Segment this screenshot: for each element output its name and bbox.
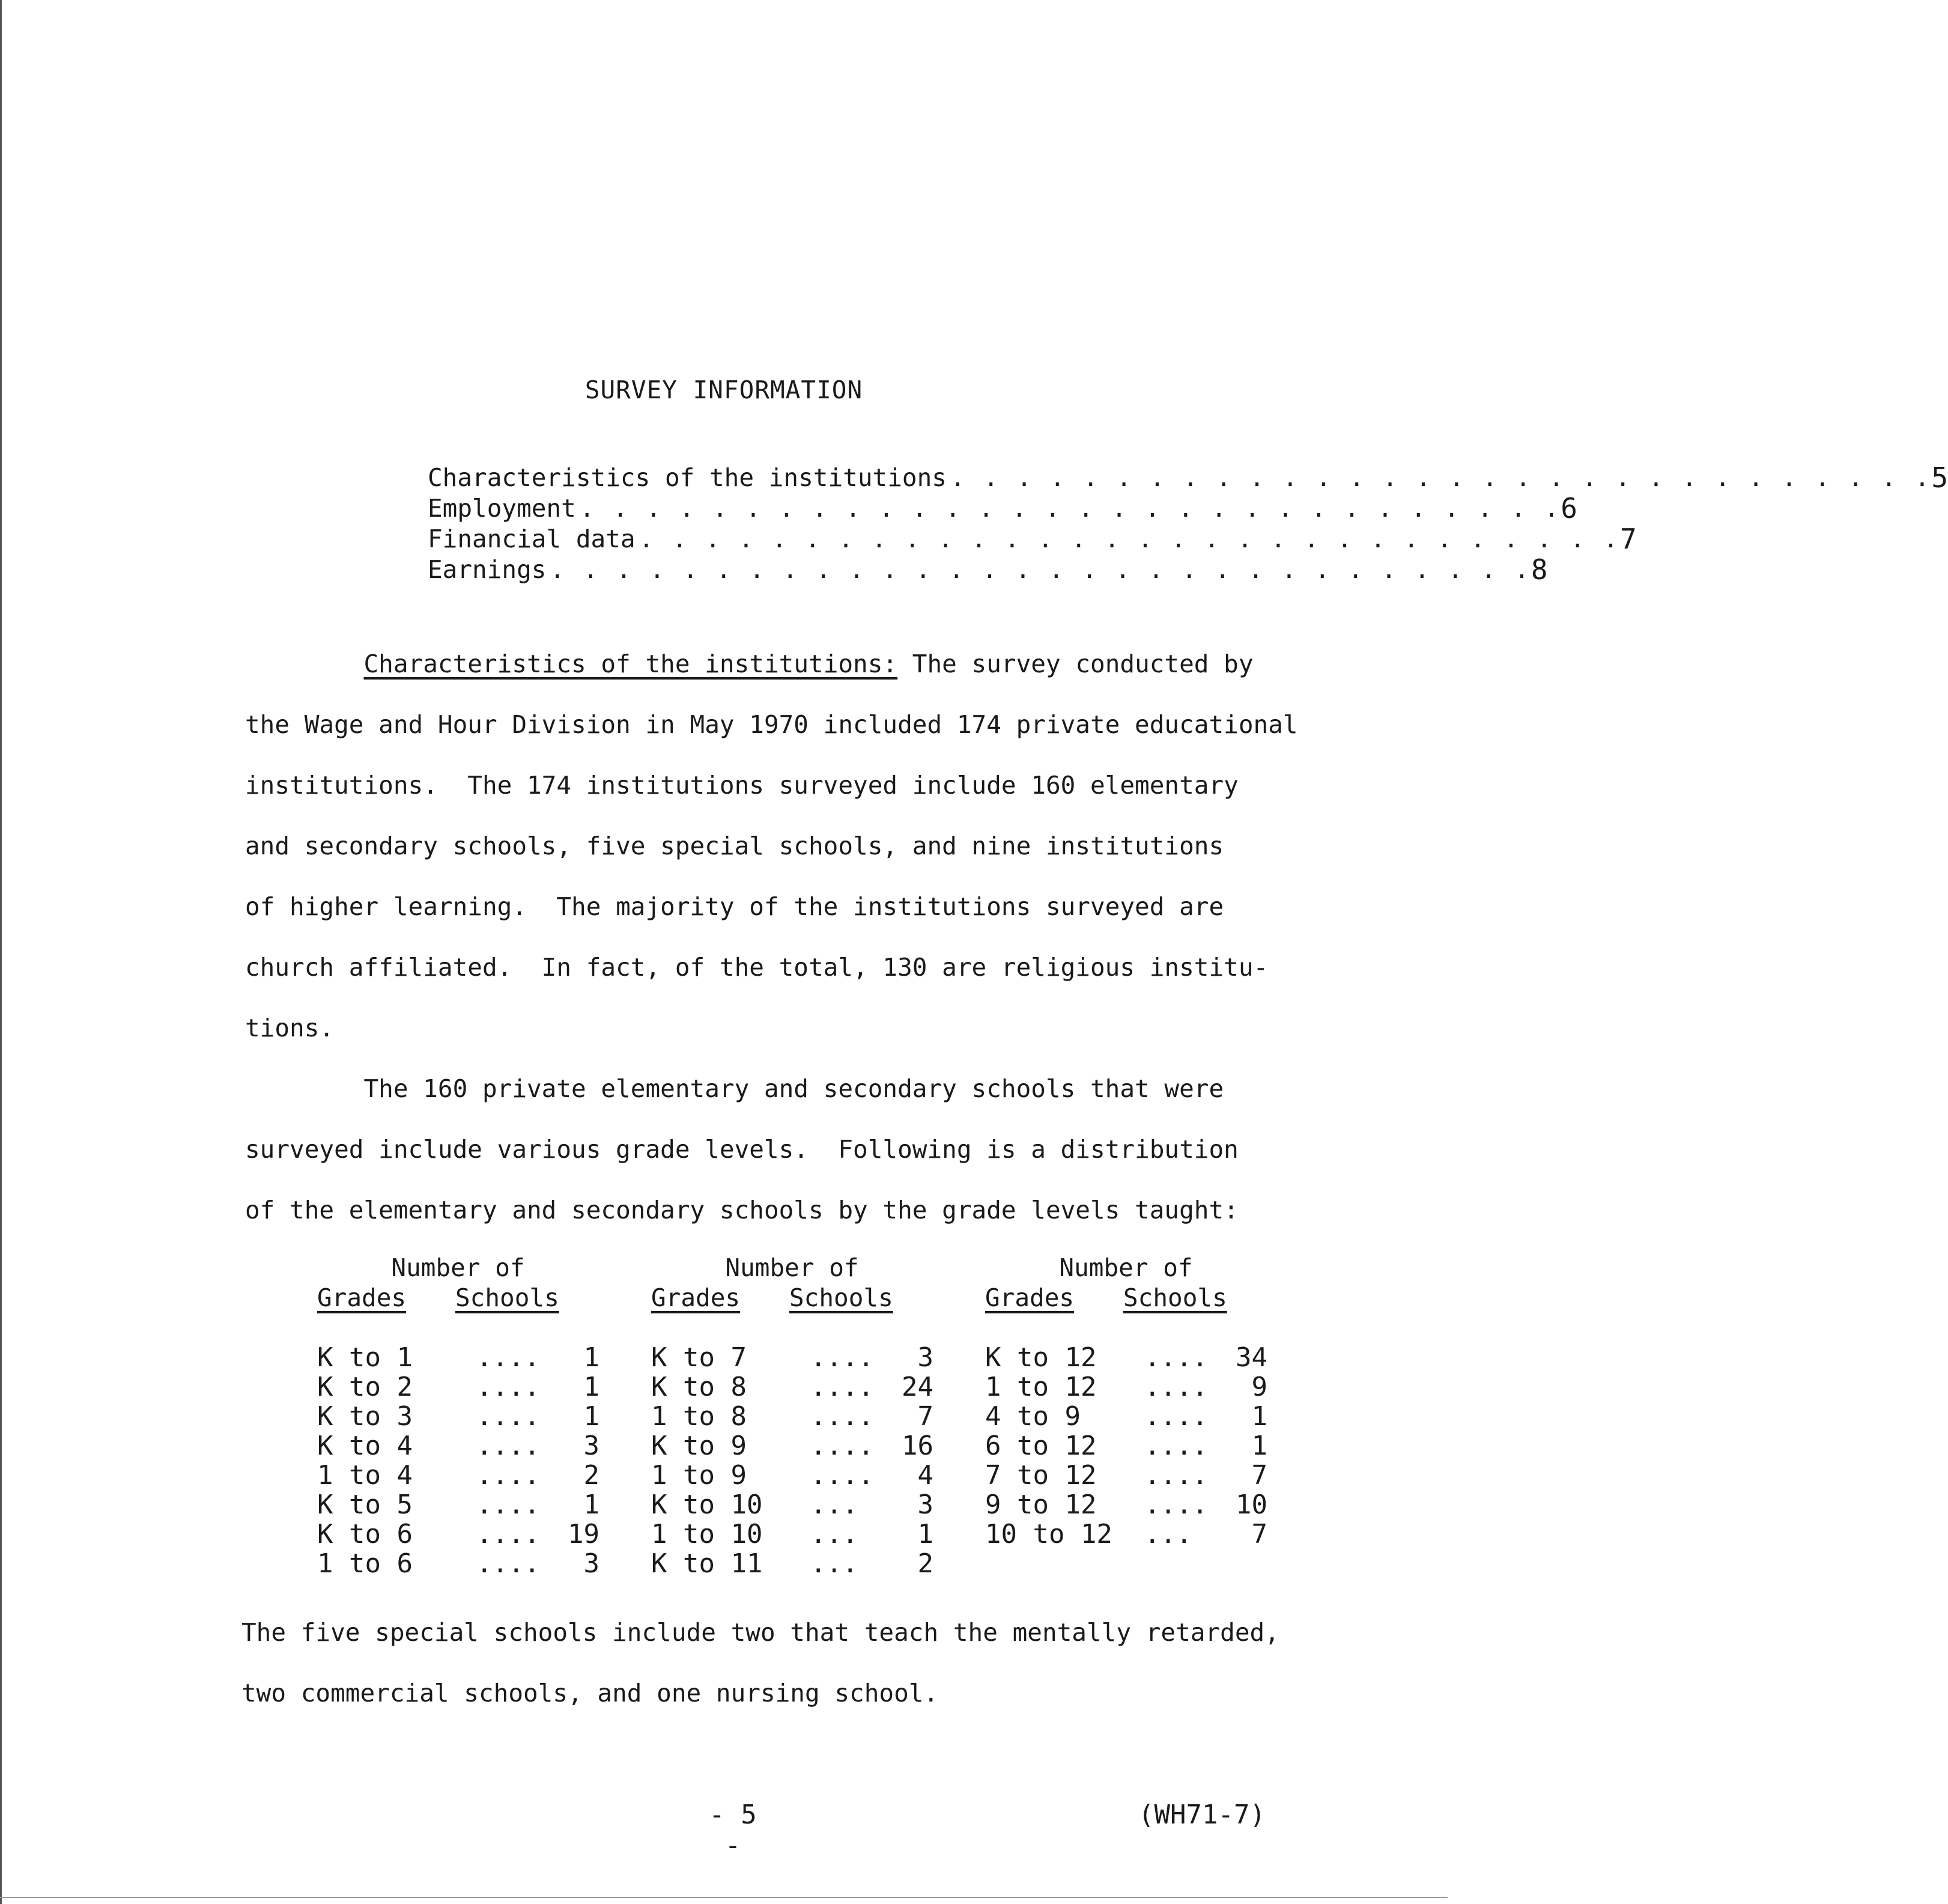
paragraph-line: of higher learning. The majority of the institutions surveyed are (245, 892, 1224, 921)
school-count: 1 (1251, 1431, 1267, 1461)
paragraph-line: church affiliated. In fact, of the total, 130 are religious institu- (245, 953, 1269, 982)
table-row (651, 1372, 963, 1402)
grade-range: K to 4 (317, 1431, 413, 1461)
grade-range: K to 6 (317, 1519, 413, 1550)
toc-entry-label: Earnings (428, 555, 547, 584)
paragraph-line: surveyed include various grade levels. Following is a distribution (245, 1135, 1239, 1164)
toc-entry-label: Financial data (428, 525, 636, 553)
table-row (317, 1490, 630, 1519)
paragraph-characteristics (245, 634, 1326, 1059)
grade-range: 1 to 8 (651, 1401, 747, 1432)
paragraph-line: tions. (245, 1014, 335, 1042)
table-row (317, 1402, 630, 1431)
table-row (985, 1461, 1297, 1490)
school-count: 4 (917, 1460, 933, 1491)
page-edge-left (0, 0, 2, 1904)
grade-range: 1 to 4 (317, 1460, 413, 1491)
leader-dots: .... (1144, 1372, 1208, 1402)
grade-range: 10 to 12 (985, 1519, 1112, 1550)
grade-range: 1 to 12 (985, 1372, 1097, 1402)
grade-range: K to 5 (317, 1489, 413, 1520)
table-of-contents (428, 461, 1948, 586)
leader-dots: .... (476, 1489, 540, 1520)
school-count: 1 (583, 1342, 599, 1373)
toc-entry-page: 6 (1561, 492, 1577, 525)
column-header (985, 1283, 1297, 1313)
leader-dots: .... (476, 1372, 540, 1402)
leader-dots: ... (810, 1548, 858, 1579)
school-count: 7 (1251, 1460, 1267, 1491)
leader-dots: .... (476, 1342, 540, 1373)
table-row (651, 1519, 963, 1549)
grade-range: K to 12 (985, 1342, 1097, 1373)
leader-dots: .... (810, 1401, 874, 1432)
paragraph-grade-levels (245, 1059, 1326, 1241)
school-count: 1 (583, 1401, 599, 1432)
leader-dots: .... (1144, 1431, 1208, 1461)
toc-entry-page: 7 (1619, 523, 1637, 555)
table-row (985, 1431, 1297, 1461)
paragraph-line: of the elementary and secondary schools by the grade levels taught: (245, 1196, 1239, 1224)
leader-dots: .... (1144, 1460, 1208, 1491)
grade-table-3 (985, 1253, 1297, 1549)
leader-dots: ... (1144, 1519, 1192, 1550)
school-count: 16 (902, 1431, 933, 1461)
toc-entry (428, 553, 1548, 586)
column-header-top: Number of (391, 1253, 525, 1282)
school-count: 7 (1251, 1519, 1267, 1550)
grades-header: Grades (985, 1283, 1075, 1312)
toc-entry-label: Characteristics of the institutions (428, 463, 947, 492)
grades-header: Grades (317, 1283, 407, 1312)
grade-table-2 (651, 1253, 963, 1578)
column-header-top: Number of (725, 1253, 859, 1282)
table-row (985, 1343, 1297, 1372)
table-row (317, 1519, 630, 1549)
table-row (651, 1461, 963, 1490)
grade-range: K to 7 (651, 1342, 747, 1373)
paragraph-line-text: The survey conducted by (897, 649, 1254, 678)
grade-range: 4 to 9 (985, 1401, 1081, 1432)
column-header (317, 1283, 630, 1313)
toc-leader-dots: . . . . . . . . . . . . . . . . . . . . . . . . . . . . . . (639, 525, 1620, 553)
leader-dots: .... (476, 1519, 540, 1550)
school-count: 1 (583, 1489, 599, 1520)
toc-leader-dots: . . . . . . . . . . . . . . . . . . . . . . . . . . . . . . (950, 463, 1932, 492)
column-header-top: Number of (1059, 1253, 1193, 1282)
table-row (985, 1372, 1297, 1402)
grade-range: K to 9 (651, 1431, 747, 1461)
grade-range: K to 10 (651, 1489, 763, 1520)
school-count: 1 (917, 1519, 933, 1550)
table-row (985, 1490, 1297, 1519)
page-title: SURVEY INFORMATION (584, 376, 863, 404)
grade-range: K to 2 (317, 1372, 413, 1402)
toc-entry (428, 492, 1577, 525)
table-row (651, 1431, 963, 1461)
table-row (651, 1402, 963, 1431)
table-row (985, 1402, 1297, 1431)
leader-dots: .... (1144, 1342, 1208, 1373)
grade-range: 1 to 9 (651, 1460, 747, 1491)
schools-header: Schools (1123, 1283, 1227, 1312)
table-row (317, 1549, 630, 1578)
leader-dots: .... (1144, 1401, 1208, 1432)
leader-dots: .... (476, 1401, 540, 1432)
leader-dots: ... (810, 1519, 858, 1550)
table-row (317, 1461, 630, 1490)
toc-entry-label: Employment (428, 494, 576, 523)
leader-dots: .... (810, 1342, 874, 1373)
leader-dots: .... (810, 1460, 874, 1491)
grades-header: Grades (651, 1283, 741, 1312)
leader-dots: .... (476, 1460, 540, 1491)
table-row (651, 1549, 963, 1578)
table-row (317, 1372, 630, 1402)
school-count: 1 (1251, 1401, 1267, 1432)
grade-range: 6 to 12 (985, 1431, 1097, 1461)
table-body (651, 1343, 963, 1578)
leader-dots: .... (810, 1431, 874, 1461)
toc-leader-dots: . . . . . . . . . . . . . . . . . . . . . . . . . . . . . . (579, 494, 1561, 523)
school-count: 34 (1236, 1342, 1267, 1373)
table-row (317, 1343, 630, 1372)
grade-range: 9 to 12 (985, 1489, 1097, 1520)
toc-entry (428, 523, 1637, 555)
paragraph-special-schools (241, 1602, 1323, 1724)
leader-dots: .... (476, 1548, 540, 1579)
schools-header: Schools (455, 1283, 559, 1312)
toc-leader-dots: . . . . . . . . . . . . . . . . . . . . . . . . . . . . . . (550, 555, 1531, 584)
column-header (651, 1283, 963, 1313)
school-count: 3 (917, 1489, 933, 1520)
page-edge-bottom (0, 1897, 1448, 1898)
toc-entry (428, 461, 1948, 494)
leader-dots: .... (810, 1372, 874, 1402)
grade-range: 1 to 6 (317, 1548, 413, 1579)
table-body (317, 1343, 630, 1578)
leader-dots: .... (476, 1431, 540, 1461)
grade-range: K to 3 (317, 1401, 413, 1432)
school-count: 19 (568, 1519, 599, 1550)
grade-range: 1 to 10 (651, 1519, 763, 1550)
toc-entry-page: 5 (1931, 461, 1948, 494)
section-heading: Characteristics of the institutions: (363, 649, 898, 678)
leader-dots: .... (1144, 1489, 1208, 1520)
paragraph-line: two commercial schools, and one nursing school. (241, 1679, 939, 1708)
paragraph-line: The five special schools include two that teach the mentally retarded, (241, 1618, 1279, 1647)
table-body (985, 1343, 1297, 1549)
paragraph-line: the Wage and Hour Division in May 1970 included 174 private educational (245, 710, 1298, 739)
toc-entry-page: 8 (1531, 553, 1548, 586)
table-row (651, 1343, 963, 1372)
schools-header: Schools (789, 1283, 893, 1312)
paragraph-line (245, 634, 1326, 695)
grade-table-1 (317, 1253, 630, 1578)
school-count: 10 (1236, 1489, 1267, 1520)
paragraph-line: The 160 private elementary and secondary schools that were (245, 1074, 1224, 1103)
school-count: 1 (583, 1372, 599, 1402)
paragraph-line: institutions. The 174 institutions surveyed include 160 elementary (245, 771, 1239, 800)
table-row (317, 1431, 630, 1461)
school-count: 24 (902, 1372, 933, 1402)
school-count: 3 (583, 1548, 599, 1579)
leader-dots: ... (810, 1489, 858, 1520)
school-count: 7 (917, 1401, 933, 1432)
grade-range: K to 1 (317, 1342, 413, 1373)
table-row (651, 1490, 963, 1519)
document-code: (WH71-7) (1138, 1799, 1266, 1830)
paragraph-line: and secondary schools, five special schools, and nine institutions (245, 832, 1224, 860)
school-count: 9 (1251, 1372, 1267, 1402)
grade-range: 7 to 12 (985, 1460, 1097, 1491)
page-number: - 5 - (709, 1799, 757, 1861)
school-count: 2 (583, 1460, 599, 1491)
school-count: 3 (917, 1342, 933, 1373)
school-count: 3 (583, 1431, 599, 1461)
table-row (985, 1519, 1297, 1549)
grade-range: K to 11 (651, 1548, 763, 1579)
grade-range: K to 8 (651, 1372, 747, 1402)
school-count: 2 (917, 1548, 933, 1579)
